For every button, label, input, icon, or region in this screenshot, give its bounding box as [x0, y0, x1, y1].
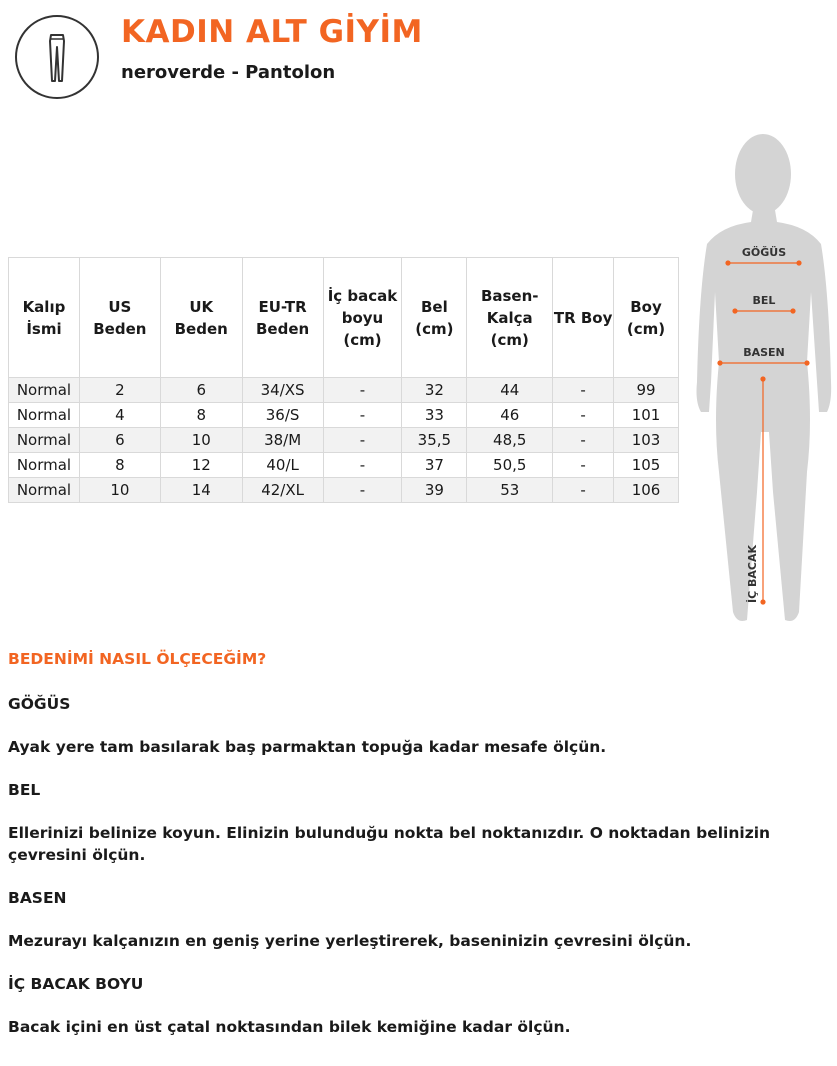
guide-question: BEDENİMİ NASIL ÖLÇECEĞİM? — [8, 650, 267, 668]
table-cell: Normal — [9, 403, 80, 428]
column-header: Kalıp İsmi — [9, 258, 80, 378]
section-heading: BASEN — [8, 889, 67, 907]
table-cell: 8 — [160, 403, 242, 428]
table-cell: 37 — [402, 453, 467, 478]
table-cell: 50,5 — [467, 453, 553, 478]
table-cell: 34/XS — [242, 378, 323, 403]
table-cell: 10 — [160, 428, 242, 453]
table-cell: Normal — [9, 428, 80, 453]
table-cell: 8 — [79, 453, 160, 478]
table-cell: 48,5 — [467, 428, 553, 453]
measurement-guide — [8, 650, 808, 1059]
table-row — [9, 453, 679, 478]
section-text: Mezurayı kalçanızın en geniş yerine yerleştirerek, baseninizin çevresini ölçün. — [8, 932, 692, 950]
table-row — [9, 403, 679, 428]
inseam-label: İÇ BACAK — [746, 544, 759, 604]
table-cell: - — [553, 478, 614, 503]
column-header: UK Beden — [160, 258, 242, 378]
column-header: Boy (cm) — [614, 258, 679, 378]
table-row — [9, 428, 679, 453]
table-cell: 101 — [614, 403, 679, 428]
section-heading: İÇ BACAK BOYU — [8, 975, 144, 993]
section-text: Ellerinizi belinize koyun. Elinizin bulunduğu nokta bel noktanızdır. O noktadan belinizin çevresini ölçün. — [8, 824, 771, 864]
table-cell: 40/L — [242, 453, 323, 478]
page-subtitle: neroverde - Pantolon — [121, 62, 336, 83]
table-cell: 2 — [79, 378, 160, 403]
table-cell: - — [553, 403, 614, 428]
table-cell: 36/S — [242, 403, 323, 428]
table-cell: 14 — [160, 478, 242, 503]
section-text: Ayak yere tam basılarak baş parmaktan topuğa kadar mesafe ölçün. — [8, 738, 607, 756]
column-header: EU-TR Beden — [242, 258, 323, 378]
waist-label: BEL — [752, 294, 776, 307]
page-title: KADIN ALT GİYİM — [121, 14, 423, 50]
table-cell: Normal — [9, 478, 80, 503]
table-cell: 10 — [79, 478, 160, 503]
hip-label: BASEN — [743, 346, 785, 359]
section-text: Bacak içini en üst çatal noktasından bilek kemiğine kadar ölçün. — [8, 1018, 571, 1036]
table-cell: 6 — [160, 378, 242, 403]
table-cell: - — [323, 378, 402, 403]
table-cell: - — [323, 428, 402, 453]
table-cell: 4 — [79, 403, 160, 428]
section-heading: BEL — [8, 781, 41, 799]
table-cell: 35,5 — [402, 428, 467, 453]
table-cell: 99 — [614, 378, 679, 403]
size-table — [8, 257, 679, 503]
table-cell: - — [323, 403, 402, 428]
body-measurement-figure — [695, 132, 833, 628]
table-cell: 12 — [160, 453, 242, 478]
table-row — [9, 478, 679, 503]
pants-icon — [15, 15, 99, 99]
table-cell: 106 — [614, 478, 679, 503]
table-cell: Normal — [9, 378, 80, 403]
table-cell: Normal — [9, 453, 80, 478]
table-cell: 32 — [402, 378, 467, 403]
table-cell: 38/M — [242, 428, 323, 453]
column-header: Bel (cm) — [402, 258, 467, 378]
table-cell: 103 — [614, 428, 679, 453]
table-header-row — [9, 258, 679, 378]
column-header: TR Boy — [553, 258, 614, 378]
table-cell: - — [553, 378, 614, 403]
table-row — [9, 378, 679, 403]
column-header: US Beden — [79, 258, 160, 378]
chest-label: GÖĞÜS — [741, 246, 787, 259]
table-cell: 46 — [467, 403, 553, 428]
table-cell: - — [553, 453, 614, 478]
table-cell: 39 — [402, 478, 467, 503]
table-cell: - — [323, 478, 402, 503]
table-cell: 42/XL — [242, 478, 323, 503]
section-heading: GÖĞÜS — [8, 695, 71, 713]
table-cell: - — [323, 453, 402, 478]
table-cell: 6 — [79, 428, 160, 453]
table-cell: 33 — [402, 403, 467, 428]
column-header: Basen-Kalça (cm) — [467, 258, 553, 378]
table-cell: 105 — [614, 453, 679, 478]
table-cell: - — [553, 428, 614, 453]
table-cell: 44 — [467, 378, 553, 403]
table-cell: 53 — [467, 478, 553, 503]
column-header: İç bacak boyu (cm) — [323, 258, 402, 378]
